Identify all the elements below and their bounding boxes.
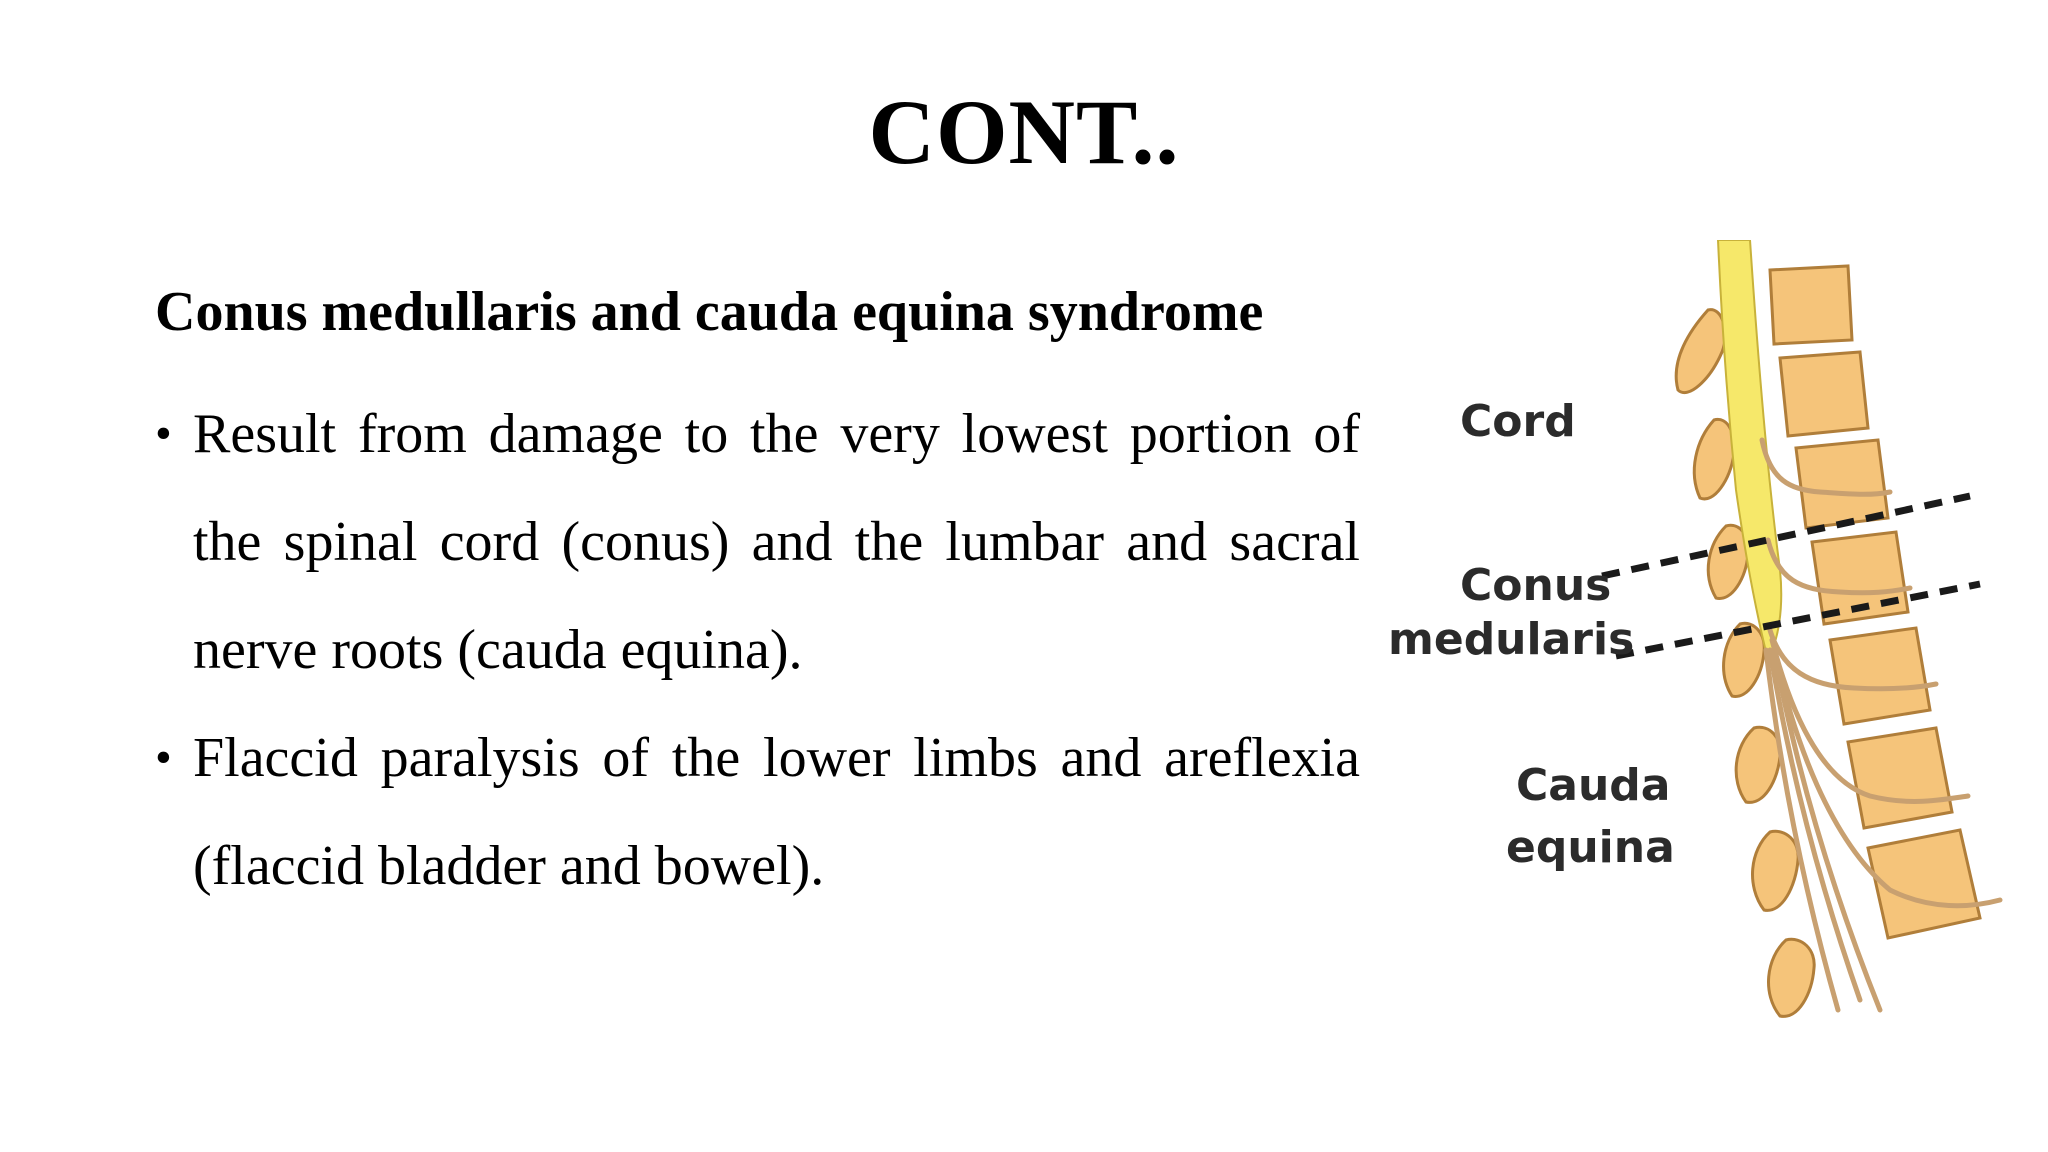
label-conus: Conus: [1460, 560, 1612, 611]
bullet-item: [155, 704, 1360, 920]
bullet-dot-icon: •: [155, 731, 172, 784]
label-equina: equina: [1506, 822, 1675, 873]
vertebra-body: [1780, 352, 1868, 436]
vertebra-body: [1848, 728, 1952, 828]
cauda-equina-nerves: [1762, 440, 2000, 1010]
bullet-text: Result from damage to the very lowest portion of the spinal cord (conus) and the lumbar and sacral nerve roots (cauda equina).: [193, 403, 1360, 681]
bullet-text: Flaccid paralysis of the lower limbs and areflexia (flaccid bladder and bowel).: [193, 727, 1360, 897]
section-subheading: Conus medullaris and cauda equina syndrome: [155, 281, 1264, 343]
vertebra-body: [1830, 628, 1930, 724]
slide-title-text: CONT..: [868, 81, 1180, 183]
conus-level-line: [1602, 496, 1970, 576]
label-cauda: Cauda: [1516, 760, 1671, 811]
bullet-list: [155, 380, 1360, 920]
spinous-process: [1676, 310, 1725, 393]
bullet-item: [155, 380, 1360, 704]
spine-illustration-svg: [1370, 240, 2030, 1030]
spinous-process: [1736, 727, 1780, 802]
label-medularis: medularis: [1388, 614, 1635, 665]
bullet-dot-icon: •: [155, 407, 172, 460]
spinous-process: [1694, 419, 1734, 498]
spinous-process: [1753, 831, 1799, 910]
vertebra-body: [1770, 266, 1852, 344]
spinous-process: [1724, 623, 1765, 696]
vertebral-bodies: [1770, 266, 1980, 938]
spine-illustration: [1370, 240, 2030, 1030]
spinous-process: [1769, 939, 1815, 1016]
slide-title: [0, 82, 2048, 183]
cauda-level-line: [1616, 584, 1980, 656]
label-cord: Cord: [1460, 396, 1576, 447]
slide-content: [155, 272, 1360, 920]
